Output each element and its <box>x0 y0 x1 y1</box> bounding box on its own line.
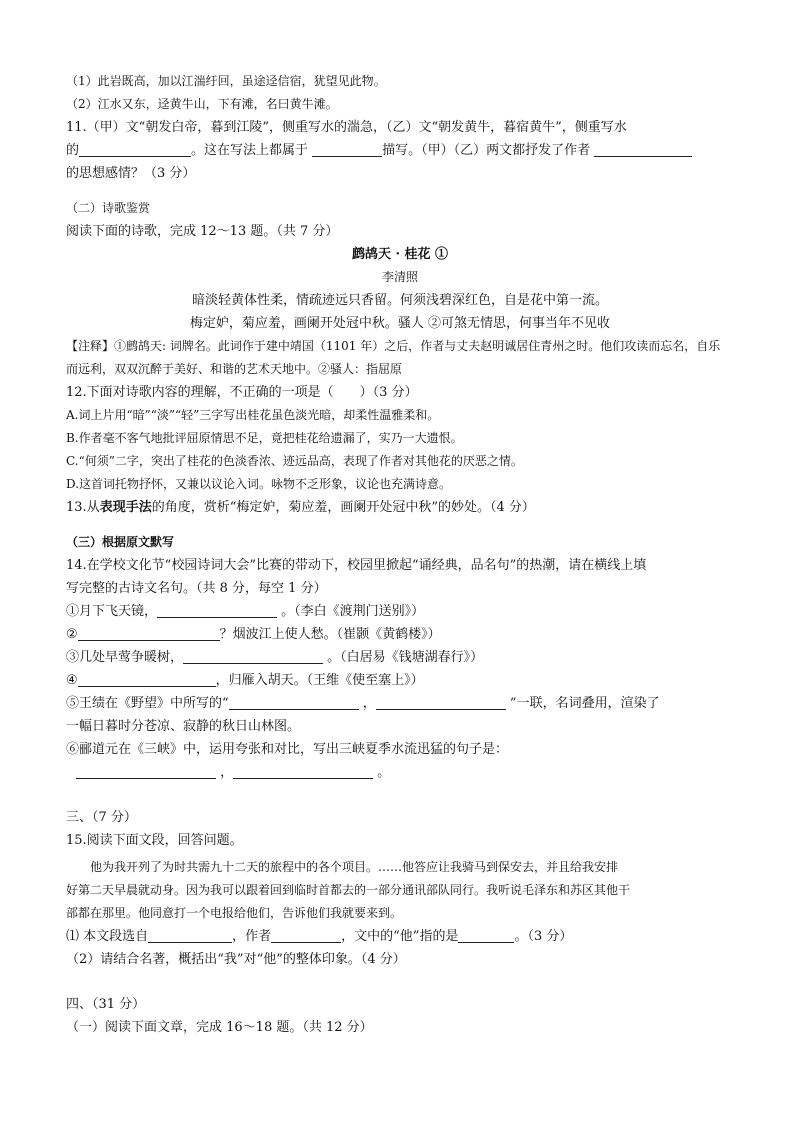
poetry-intro: 阅读下面的诗歌，完成 12～13 题。（共 7 分） <box>66 224 339 239</box>
translation-line-1: （1）此岩既高，加以江湍纡回，虽途迳信宿，犹望见此物。 <box>66 74 386 88</box>
option-a[interactable]: A.词上片用“暗”“淡”“轻”三字写出桂花虽色淡光暗，却柔性温雅柔和。 <box>66 408 440 422</box>
exam-page <box>66 70 734 1039</box>
poem-title: 鹧鸪天 · 桂花 ① <box>351 247 449 262</box>
dictation-item-1 <box>66 600 734 623</box>
q11-text-b: 。这在写法上都属于 <box>191 143 313 158</box>
question-14-line-2: 写完整的古诗文名句。（共 8 分，每空 1 分） <box>66 581 327 596</box>
part-4-heading: 四、（31 分） <box>66 997 146 1012</box>
question-15: 15.阅读下面文段，回答问题。 <box>66 833 243 848</box>
item-3-text-b: 。（白居易《钱塘湖春行》） <box>323 650 484 665</box>
poem-author: 李清照 <box>381 270 418 284</box>
dictation-item-5-cont: 一幅日暮时分苍凉、寂静的秋日山林图。 <box>66 719 301 734</box>
q11-text-c: 描写。（甲）（乙）两文都抒发了作者 <box>382 143 595 158</box>
q11-text-a: 的 <box>66 143 80 158</box>
item-5-text-c: ”一联，名词叠用，渲染了 <box>505 696 660 711</box>
poem-note-line-1: 【注释】①鹧鸪天: 词牌名。此词作于建中靖国（1101 年）之后，作者与丈夫赵明诚居住青州之时。他们攻读而忘名，自乐 <box>66 339 721 353</box>
question-11-line-3: 的思想感情？（3 分） <box>66 166 196 181</box>
item-6-text-c: 。 <box>373 765 391 780</box>
item-1-text-a: ①月下飞天镜， <box>66 604 158 619</box>
q15-1-text-d: 。（3 分） <box>514 929 573 944</box>
answer-blank[interactable] <box>78 672 216 687</box>
dictation-item-5 <box>66 692 734 715</box>
item-5-text-a: ⑤王绩在《野望》中所写的“ <box>66 696 229 711</box>
answer-blank[interactable] <box>594 142 692 157</box>
dictation-item-6: ⑥郦道元在《三峡》中，运用夸张和对比，写出三峡夏季水流迅猛的句子是： <box>66 742 509 757</box>
answer-blank[interactable] <box>183 649 323 664</box>
q13-text-a: 13.从 <box>66 500 100 515</box>
option-c[interactable]: C.“何须”二字，突出了桂花的色淡香浓、迹远品高，表现了作者对其他花的厌恶之情。 <box>66 454 523 468</box>
item-3-text-a: ③几处早莺争暖树， <box>66 650 184 665</box>
question-14-line-1: 14.在学校文化节“校园诗词大会”比赛的带动下，校园里掀起“诵经典，品名句”的热潮，请在横线上填 <box>66 558 647 573</box>
answer-blank[interactable] <box>157 603 277 618</box>
part-3-heading: 三、（7 分） <box>66 810 137 825</box>
answer-blank[interactable] <box>376 695 506 710</box>
item-6-text-b: ， <box>216 765 234 780</box>
answer-blank[interactable] <box>76 764 216 779</box>
item-2-text-b: ？烟波江上使人愁。（崔颢《黄鹤楼》） <box>219 627 441 642</box>
dictation-item-6-answer <box>66 761 734 784</box>
answer-blank[interactable] <box>271 928 341 943</box>
translation-line-2: （2）江水又东，迳黄牛山，下有滩，名曰黄牛滩。 <box>66 97 338 111</box>
answer-blank[interactable] <box>233 764 373 779</box>
item-1-text-b: 。（李白《渡荆门送别》） <box>277 604 425 619</box>
q15-1-text-a: ⑴ 本文段选自 <box>66 929 149 944</box>
section-heading-dictation: （三）根据原文默写 <box>66 535 175 549</box>
part-4-subheading: （一）阅读下面文章，完成 16～18 题。（共 12 分） <box>66 1020 373 1035</box>
section-heading-poetry: （二）诗歌鉴赏 <box>66 201 151 215</box>
answer-blank[interactable] <box>458 928 514 943</box>
option-b[interactable]: B.作者毫不客气地批评屈原情思不足，竟把桂花给遗漏了，实乃一大遗恨。 <box>66 431 463 445</box>
item-4-text-b: ，归雁入胡天。（王维《使至塞上》） <box>215 673 424 688</box>
answer-blank[interactable] <box>79 142 191 157</box>
question-11-line-1: 11.（甲）文“朝发白帝，暮到江陵”，侧重写水的湍急，（乙）文“朝发黄牛，暮宿黄牛”，侧重写水 <box>66 120 627 135</box>
question-13 <box>66 496 734 519</box>
poem-note-line-2: 而远利，双双沉醉于美好、和谐的艺术天地中。②骚人：指屈原 <box>66 362 403 376</box>
item-4-text-a: ④ <box>66 673 78 688</box>
dictation-item-4 <box>66 669 734 692</box>
excerpt-line-3: 部都在那里。他同意打一个电报给他们，告诉他们我就要来到。 <box>66 906 403 920</box>
q13-bold-text: 表现手法 <box>99 500 152 515</box>
excerpt-line-2: 好第二天早晨就动身。因为我可以跟着回到临时首都去的一部分通讯部队同行。我听说毛泽东和苏区其他干 <box>66 883 631 897</box>
q15-1-text-c: ，文中的“他”指的是 <box>341 929 459 944</box>
item-2-text-a: ② <box>66 627 78 642</box>
poem-line-1: 暗淡轻黄体性柔，情疏迹远只香留。何须浅碧深红色，自是花中第一流。 <box>191 293 608 308</box>
question-12-stem: 12.下面对诗歌内容的理解，不正确的一项是（ ）（3 分） <box>66 385 418 400</box>
poem-line-2: 梅定妒，菊应羞，画阑开处冠中秋。骚人 ②可煞无情思，何事当年不见收 <box>189 316 611 331</box>
answer-blank[interactable] <box>148 928 232 943</box>
answer-blank[interactable] <box>312 142 382 157</box>
question-11-line-2 <box>66 139 734 162</box>
item-5-text-b: ， <box>358 696 376 711</box>
option-d[interactable]: D.这首词托物抒怀，又兼以议论入词。咏物不乏形象，议论也充满诗意。 <box>66 477 452 491</box>
q13-text-b: 的角度，赏析“梅定妒，菊应羞，画阑开处冠中秋”的妙处。（4 分） <box>151 500 535 515</box>
question-15-sub-2: （2）请结合名著，概括出“我”对“他”的整体印象。（4 分） <box>66 952 406 967</box>
dictation-item-2 <box>66 623 734 646</box>
answer-blank[interactable] <box>78 626 220 641</box>
excerpt-line-1: 他为我开列了为时共需九十二天的旅程中的各个项目。……他答应让我骑马到保安去，并且给我安排 <box>90 860 619 874</box>
dictation-item-3 <box>66 646 734 669</box>
q15-1-text-b: ，作者 <box>232 929 272 944</box>
answer-blank[interactable] <box>229 695 359 710</box>
question-15-sub-1 <box>66 925 734 948</box>
